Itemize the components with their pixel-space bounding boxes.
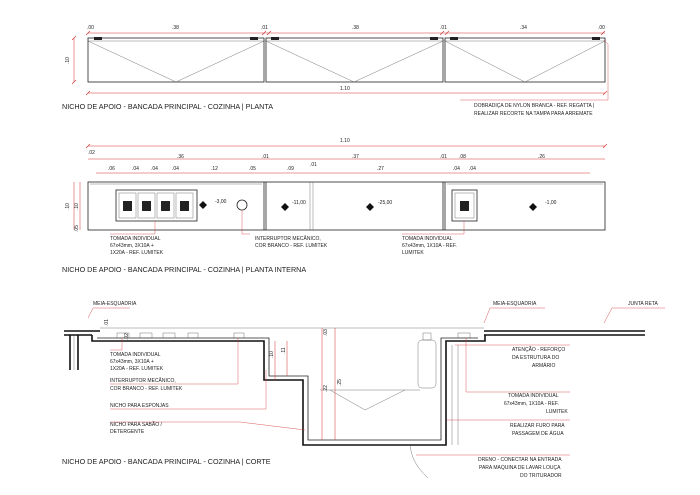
drain-pipe xyxy=(410,445,428,478)
hinge-icon xyxy=(94,37,102,40)
plan-opening-symbol-1 xyxy=(88,41,264,82)
internal-switch-note-l2: COR BRANCO - REF. LUMITEK xyxy=(255,243,328,249)
disposer-icon xyxy=(418,340,436,388)
internal-dim-a1: .02 xyxy=(88,150,95,156)
internal-dim-a3: .01 xyxy=(262,154,269,160)
sink-basin-line xyxy=(330,390,405,410)
internal-dim-a6: .08 xyxy=(459,154,466,160)
outlet1-leader xyxy=(110,221,155,234)
internal-dim-v1: .10 xyxy=(65,203,71,210)
outlet2-leader xyxy=(402,221,464,234)
right-note-1-l3: ARMÁRIO xyxy=(532,363,556,369)
section-dim-s6: .25 xyxy=(337,379,343,386)
internal-dim-a5: .01 xyxy=(440,154,447,160)
level-icon xyxy=(366,203,374,211)
hinge-leader-line xyxy=(460,40,608,100)
level-marker-4 xyxy=(529,200,557,211)
internal-dim-b8: .01 xyxy=(310,162,317,168)
hinge-note-line1: DOBRADIÇA DE NYLON BRANCA - REF. REGATTA | xyxy=(474,103,595,109)
internal-dim-b1: .06 xyxy=(108,166,115,172)
left-note-1-l2: 67x43mm, 3X10A + xyxy=(110,359,154,365)
internal-dim-v3: .05 xyxy=(74,225,80,232)
outlet-group-1 xyxy=(116,190,197,221)
section-dim-s2: .02 xyxy=(124,333,130,340)
switch-icon xyxy=(237,200,247,210)
hinge-icon xyxy=(250,37,258,40)
socket-pin-icon xyxy=(460,201,469,211)
left-note-3: NICHO PARA ESPONJAS xyxy=(110,403,169,409)
left-note-2-l1: INTERRUPTOR MECÂNICO, xyxy=(110,378,176,384)
level-value-4: -1,00 xyxy=(545,200,557,206)
plan-total-dim: 1.10 xyxy=(340,86,350,92)
plan-panel-2 xyxy=(266,38,443,82)
internal-dim-b7: .09 xyxy=(287,166,294,172)
internal-dim-a7: .26 xyxy=(538,154,545,160)
left-note-4-l2: DETERGENTE xyxy=(110,429,145,435)
right-note-2-l1: TOMADA INDIVIDUAL xyxy=(508,393,559,399)
internal-dim-b5: .12 xyxy=(211,166,218,172)
outlet-profile-icon xyxy=(458,333,470,338)
junta-reta-label: JUNTA RETA xyxy=(628,301,658,307)
internal-title: NICHO DE APOIO - BANCADA PRINCIPAL - COZINHA | PLANTA INTERNA xyxy=(62,265,307,274)
right-note-4-l1: DRENO - CONECTAR NA ENTRADA xyxy=(478,457,562,463)
section-dim-s4: .11 xyxy=(281,347,287,354)
right-note-2-l2: 67x43mm, 1X10A - REF. xyxy=(504,401,559,407)
junta-reta-leader-2 xyxy=(604,308,612,323)
section-view xyxy=(62,301,665,479)
internal-dim-a2: .36 xyxy=(177,154,184,160)
plan-height-dim: .10 xyxy=(65,57,71,64)
right-note-4-l3: DO TRITURADOR xyxy=(520,473,562,479)
internal-outlet2-note-l2: 67x43mm, 1X10A - REF. xyxy=(402,243,457,249)
level-marker-2 xyxy=(281,200,306,211)
hinge-icon xyxy=(271,37,279,40)
plan-opening-symbol-3 xyxy=(445,41,605,82)
internal-outlet1-note-l2: 67x43mm, 3X10A + xyxy=(110,243,154,249)
level-marker-1 xyxy=(199,199,227,209)
internal-dim-b10: .04 xyxy=(453,166,460,172)
outlet-profile-icon xyxy=(140,333,152,338)
left-note-4-l1: NICHO PARA SABÃO / xyxy=(110,422,162,428)
level-value-2: -11,00 xyxy=(292,200,306,206)
socket-pin-icon xyxy=(161,201,170,211)
right-note-2-l3: LUMITEK xyxy=(546,409,568,415)
hinge-icon xyxy=(450,37,458,40)
level-value-3: -25,00 xyxy=(378,200,393,206)
internal-plan-view xyxy=(62,138,607,274)
plan-panel-1 xyxy=(88,38,264,82)
hinge-icon xyxy=(430,37,438,40)
plan-opening-symbol-2 xyxy=(266,41,443,82)
internal-outlet2-note-l1: TOMADA INDIVIDUAL xyxy=(402,236,453,242)
socket-pin-icon xyxy=(123,201,132,211)
internal-dim-b4: .04 xyxy=(172,166,179,172)
plan-dim-01-b: .01 xyxy=(440,25,447,31)
plan-dim-34: .34 xyxy=(520,25,527,31)
meia-esquadria-right-label: MEIA-ESQUADRIA xyxy=(493,301,537,307)
right-note-1-l2: DA ESTRUTURA DO xyxy=(512,355,560,361)
meia-esquadria-right-leader-2 xyxy=(484,308,490,323)
plan-dim-38-a: .38 xyxy=(172,25,179,31)
hinge-note-line2: REALIZAR RECORTE NA TAMPA PARA ARREMATE xyxy=(474,111,593,117)
internal-dim-b11: .04 xyxy=(469,166,476,172)
internal-switch-note-l1: INTERRUPTOR MECÂNICO, xyxy=(255,236,321,242)
level-icon xyxy=(199,201,207,209)
plan-title: NICHO DE APOIO - BANCADA PRINCIPAL - COZINHA | PLANTA xyxy=(62,102,274,111)
plan-view xyxy=(62,25,608,117)
level-icon xyxy=(529,203,537,211)
section-dim-s3: .10 xyxy=(269,351,275,358)
internal-outlet1-note-l3: 1X20A - REF. LUMITEK xyxy=(110,250,164,256)
section-title: NICHO DE APOIO - BANCADA PRINCIPAL - COZINHA | CORTE xyxy=(62,457,271,466)
plan-dim-38-b: .38 xyxy=(352,25,359,31)
plan-dim-00-right: .00 xyxy=(598,25,605,31)
section-dim-s7: .03 xyxy=(323,329,329,336)
internal-total-dim: 1.10 xyxy=(340,138,350,144)
outlet-profile-icon xyxy=(188,333,198,338)
right-note-1-l1: ATENÇÃO - REFORÇO xyxy=(512,347,566,353)
internal-dim-b6: .05 xyxy=(249,166,256,172)
right-note-3-l1: REALIZAR FURO PARA xyxy=(510,423,565,429)
internal-outlet1-note-l1: TOMADA INDIVIDUAL xyxy=(110,236,161,242)
meia-esquadria-left-label: MEIA-ESQUADRIA xyxy=(93,301,137,307)
internal-dim-b3: .04 xyxy=(151,166,158,172)
internal-dim-b9: .27 xyxy=(377,166,384,172)
level-marker-3 xyxy=(366,200,392,211)
left-note-2-l2: COR BRANCO - REF. LUMITEK xyxy=(110,386,183,392)
plan-dim-01-a: .01 xyxy=(261,25,268,31)
disposer-top-icon xyxy=(423,333,431,340)
right-note-3-l2: PASSAGEM DE ÁGUA xyxy=(512,431,564,437)
hinge-icon xyxy=(592,37,600,40)
section-dim-s5: .22 xyxy=(323,385,329,392)
left-note-1-l1: TOMADA INDIVIDUAL xyxy=(110,352,161,358)
outlet-group-2 xyxy=(452,190,477,221)
section-dim-s1: .01 xyxy=(104,319,110,326)
plan-panel-3 xyxy=(445,38,605,82)
internal-outlet2-note-l3: LUMITEK xyxy=(402,250,424,256)
switch-profile-icon xyxy=(234,333,244,338)
meia-esquadria-left-leader-2 xyxy=(88,308,93,318)
socket-pin-icon xyxy=(180,201,189,211)
internal-dim-a4: .37 xyxy=(352,154,359,160)
internal-dim-b2: .04 xyxy=(132,166,139,172)
internal-dim-v2: .10 xyxy=(74,203,80,210)
socket-pin-icon xyxy=(142,201,151,211)
right-note-4-l2: PARA MAQUINA DE LAVAR LOUÇA xyxy=(479,465,561,471)
level-value-1: -3,00 xyxy=(215,199,227,205)
plan-dim-00-left: .00 xyxy=(87,25,94,31)
left-note-leader-1 xyxy=(110,338,122,350)
left-note-1-l3: 1X20A - REF. LUMITEK xyxy=(110,366,164,372)
outlet-profile-icon xyxy=(163,333,175,338)
level-icon xyxy=(281,203,289,211)
